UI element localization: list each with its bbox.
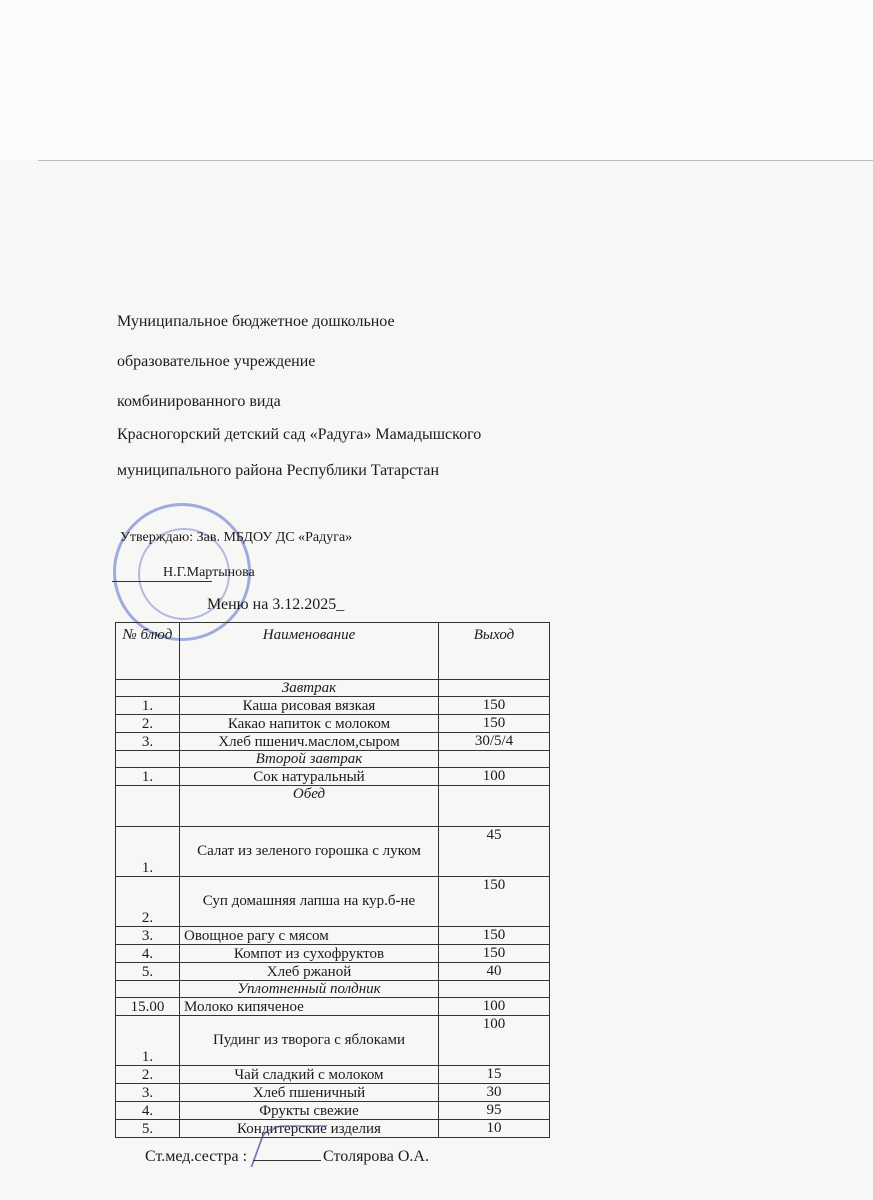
dish-name: Какао напиток с молоком xyxy=(180,715,439,733)
dish-output: 100 xyxy=(439,1016,550,1066)
dish-num: 2. xyxy=(116,715,180,733)
table-row xyxy=(116,998,550,1016)
dish-output: 30/5/4 xyxy=(439,733,550,751)
dish-num: 5. xyxy=(116,963,180,981)
dish-output: 10 xyxy=(439,1120,550,1138)
header-output: Выход xyxy=(439,623,550,680)
table-row xyxy=(116,1120,550,1138)
dish-name: Фрукты свежие xyxy=(180,1102,439,1120)
scan-margin xyxy=(0,0,873,160)
dish-name: Хлеб пшеничный xyxy=(180,1084,439,1102)
dish-output: 150 xyxy=(439,945,550,963)
table-header-row xyxy=(116,623,550,680)
table-row xyxy=(116,945,550,963)
section-num xyxy=(116,680,180,697)
table-row xyxy=(116,697,550,715)
table-row xyxy=(116,827,550,877)
section-row xyxy=(116,680,550,697)
approver-name: Н.Г.Мартынова xyxy=(163,565,255,580)
dish-output: 40 xyxy=(439,963,550,981)
header-name: Наименование xyxy=(180,623,439,680)
table-row xyxy=(116,1016,550,1066)
dish-output: 150 xyxy=(439,877,550,927)
table-row xyxy=(116,963,550,981)
org-line-1: Муниципальное бюджетное дошкольное xyxy=(117,313,395,330)
table-row xyxy=(116,1084,550,1102)
org-line-2: образовательное учреждение xyxy=(117,353,316,370)
dish-num: 5. xyxy=(116,1120,180,1138)
dish-name: Салат из зеленого горошка с луком xyxy=(180,827,439,877)
section-num xyxy=(116,981,180,998)
section-row xyxy=(116,751,550,768)
section-num xyxy=(116,751,180,768)
dish-name: Суп домашняя лапша на кур.б-не xyxy=(180,877,439,927)
table-row xyxy=(116,768,550,786)
section-output xyxy=(439,786,550,827)
table-row xyxy=(116,877,550,927)
org-line-3: комбинированного вида xyxy=(117,393,281,410)
header-num: № блюд xyxy=(116,623,180,680)
dish-output: 30 xyxy=(439,1084,550,1102)
dish-name: Кондитерские изделия xyxy=(180,1120,439,1138)
dish-name: Пудинг из творога с яблоками xyxy=(180,1016,439,1066)
menu-title: Меню на 3.12.2025_ xyxy=(207,596,345,613)
dish-num: 2. xyxy=(116,1066,180,1084)
dish-output: 95 xyxy=(439,1102,550,1120)
section-output xyxy=(439,981,550,998)
dish-output: 45 xyxy=(439,827,550,877)
dish-num: 1. xyxy=(116,697,180,715)
dish-name: Компот из сухофруктов xyxy=(180,945,439,963)
dish-num: 3. xyxy=(116,733,180,751)
dish-name: Чай сладкий с молоком xyxy=(180,1066,439,1084)
dish-output: 150 xyxy=(439,927,550,945)
section-num xyxy=(116,786,180,827)
section-title: Завтрак xyxy=(180,680,439,697)
section-title: Обед xyxy=(180,786,439,827)
dish-name: Каша рисовая вязкая xyxy=(180,697,439,715)
dish-name: Хлеб пшенич.маслом,сыром xyxy=(180,733,439,751)
org-line-4: Красногорский детский сад «Радуга» Мамадышского xyxy=(117,426,482,443)
dish-num: 1. xyxy=(116,1016,180,1066)
approval-line: Утверждаю: Зав. МБДОУ ДС «Радуга» xyxy=(120,530,353,545)
section-row xyxy=(116,981,550,998)
footer-name: Столярова О.А. xyxy=(323,1148,429,1165)
dish-name: Хлеб ржаной xyxy=(180,963,439,981)
footer-role: Ст.мед.сестра : xyxy=(145,1148,248,1165)
dish-output: 150 xyxy=(439,715,550,733)
signature-line xyxy=(112,581,212,582)
section-row xyxy=(116,786,550,827)
table-row xyxy=(116,715,550,733)
dish-name: Сок натуральный xyxy=(180,768,439,786)
dish-output: 100 xyxy=(439,768,550,786)
table-row xyxy=(116,733,550,751)
menu-table xyxy=(115,622,550,1138)
dish-output: 100 xyxy=(439,998,550,1016)
dish-num: 1. xyxy=(116,768,180,786)
footer-signature xyxy=(145,1148,429,1166)
table-row xyxy=(116,1066,550,1084)
section-output xyxy=(439,680,550,697)
dish-num: 4. xyxy=(116,1102,180,1120)
dish-num: 1. xyxy=(116,827,180,877)
table-row xyxy=(116,1102,550,1120)
section-title: Уплотненный полдник xyxy=(180,981,439,998)
scan-edge-line xyxy=(38,160,873,161)
dish-num: 4. xyxy=(116,945,180,963)
section-title: Второй завтрак xyxy=(180,751,439,768)
section-output xyxy=(439,751,550,768)
footer-signature-line xyxy=(253,1160,321,1161)
dish-num: 2. xyxy=(116,877,180,927)
dish-num: 3. xyxy=(116,1084,180,1102)
dish-output: 15 xyxy=(439,1066,550,1084)
org-line-5: муниципального района Республики Татарстан xyxy=(117,462,440,479)
table-row xyxy=(116,927,550,945)
dish-num: 3. xyxy=(116,927,180,945)
dish-name: Молоко кипяченое xyxy=(180,998,439,1016)
dish-num: 15.00 xyxy=(116,998,180,1016)
dish-name: Овощное рагу с мясом xyxy=(180,927,439,945)
dish-output: 150 xyxy=(439,697,550,715)
